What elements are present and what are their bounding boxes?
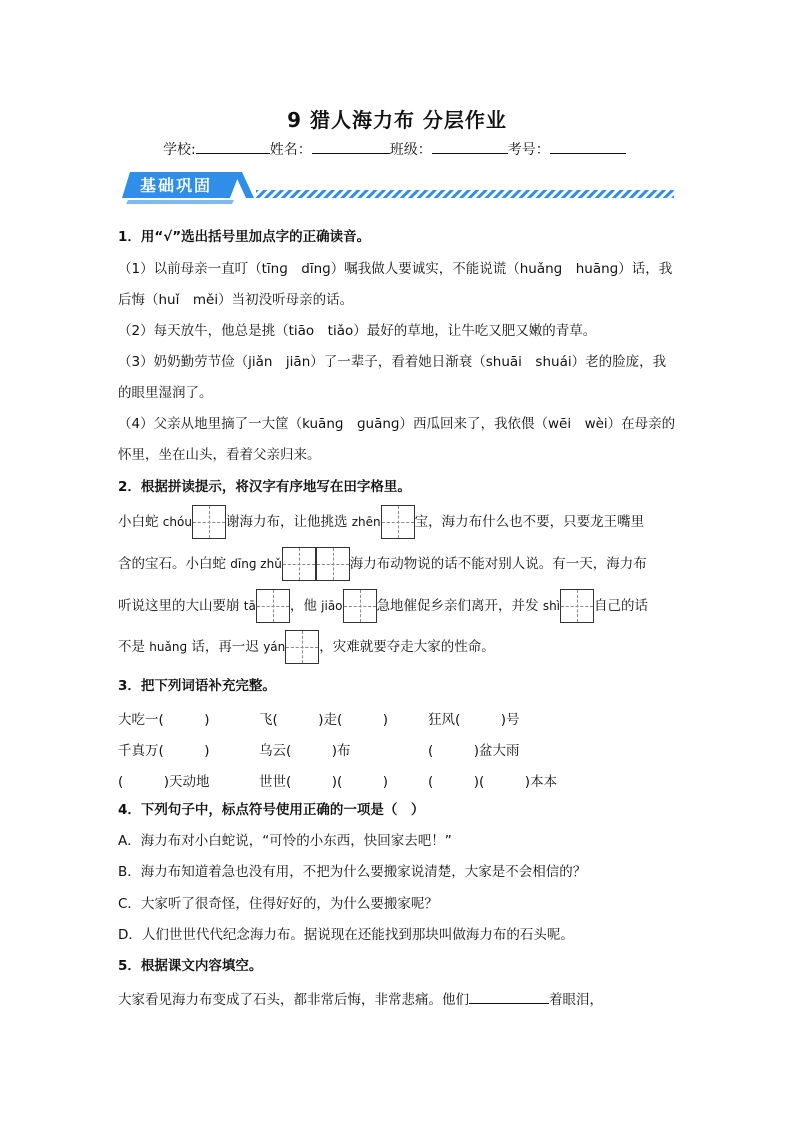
idiom-blank[interactable]: 飞( )走( ) (259, 712, 389, 728)
q1-line: （3）奶奶勤劳节俭（jiǎn jiān）了一辈子，看着她日渐衰（shuāi shuái）老的脸庞，我 (118, 354, 667, 370)
q1-line: 怀里，坐在山头，看着父亲归来。 (118, 447, 321, 463)
q5-text: 大家看见海力布变成了石头，都非常后悔，非常悲痛。他们 (118, 992, 469, 1008)
q2-row (118, 505, 644, 539)
idiom-blank[interactable]: 世世( )( ) (259, 774, 389, 790)
pinyin-hint: chóu (162, 515, 192, 529)
q2-row (118, 589, 648, 623)
tianzige-box[interactable] (343, 589, 377, 623)
q2-text: 话，再一迟 (191, 639, 259, 655)
id-field[interactable] (550, 138, 626, 154)
tianzige-box[interactable] (192, 505, 226, 539)
tianzige-box[interactable] (316, 547, 350, 581)
tianzige-box[interactable] (282, 547, 316, 581)
q5-line (118, 988, 603, 1009)
idiom-blank[interactable]: ( )天动地 (118, 774, 210, 790)
q4-option-a[interactable]: A．海力布对小白蛇说，“可怜的小东西，快回家去吧！” (118, 833, 452, 849)
q4-option-b[interactable]: B．海力布知道着急也没有用，不把为什么要搬家说清楚，大家是不会相信的？ (118, 864, 587, 880)
tianzige-box[interactable] (256, 589, 290, 623)
class-label: 班级： (389, 142, 432, 158)
q2-text: 含的宝石。小白蛇 (118, 556, 226, 572)
tianzige-box[interactable] (560, 589, 594, 623)
q2-text: 听说这里的大山要崩 (118, 598, 240, 614)
idiom-blank[interactable]: ( )( )本本 (428, 774, 558, 790)
q2-text: 小白蛇 (118, 514, 159, 530)
tianzige-box[interactable] (285, 630, 319, 664)
pinyin-hint: shì (542, 599, 561, 613)
q2-text: 海力布动物说的话不能对别人说。有一天，海力布 (349, 556, 647, 572)
q1-line: （2）每天放牛，他总是挑（tiāo tiǎo）最好的草地，让牛吃又肥又嫩的青草。 (118, 323, 597, 339)
q4-option-d[interactable]: D．人们世世代代纪念海力布。据说现在还能找到那块叫做海力布的石头呢。 (118, 927, 574, 943)
q1-line: 的眼里湿润了。 (118, 385, 213, 401)
student-info-row (163, 138, 626, 159)
q1-line: （4）父亲从地里摘了一大筐（kuānɡ ɡuānɡ）西瓜回来了，我依偎（wēi wèi）在母亲的 (118, 416, 676, 432)
q2-text: 自己的话 (594, 598, 649, 614)
q2-text: 不是 (118, 639, 145, 655)
pinyin-hint: huǎnɡ (149, 640, 188, 654)
idiom-blank[interactable]: 千真万( ) (118, 743, 210, 759)
pinyin-hint: dīnɡ zhǔ (230, 557, 282, 571)
q2-row (118, 547, 647, 581)
idiom-blank[interactable]: 狂风( )号 (428, 712, 520, 728)
idiom-blank[interactable]: 乌云( )布 (259, 743, 351, 759)
class-field[interactable] (432, 138, 508, 154)
tianzige-box[interactable] (381, 505, 415, 539)
q4-title: 4．下列句子中，标点符号使用正确的一项是（ ） (118, 802, 425, 818)
section-label: 基础巩固 (140, 176, 213, 195)
name-field[interactable] (312, 138, 390, 154)
q2-text: ，灾难就要夺走大家的性命。 (319, 639, 495, 655)
pinyin-hint: zhēn (351, 515, 381, 529)
q2-text: 急地催促乡亲们离开，并发 (376, 598, 539, 614)
q4-option-c[interactable]: C．大家听了很奇怪，住得好好的，为什么要搬家呢？ (118, 896, 438, 912)
id-label: 考号： (507, 142, 550, 158)
pinyin-hint: tā (243, 599, 256, 613)
q1-line: 后悔（huǐ měi）当初没听母亲的话。 (118, 292, 354, 308)
q1-line: （1）以前母亲一直叮（tīnɡ dīnɡ）嘱我做人要诚实，不能说谎（huǎnɡ huānɡ）话，我 (118, 261, 673, 277)
school-label: 学校: (163, 142, 196, 158)
pinyin-hint: jiāo (321, 599, 343, 613)
q5-text: 着眼泪， (549, 992, 603, 1008)
pinyin-hint: yán (263, 640, 286, 654)
answer-blank[interactable] (469, 988, 549, 1004)
q2-text: 谢海力布，让他挑选 (225, 514, 348, 530)
q2-text: 宝，海力布什么也不要，只要龙王嘴里 (414, 514, 645, 530)
q2-text: ，他 (289, 598, 317, 614)
idiom-blank[interactable]: ( )盆大雨 (428, 743, 520, 759)
q2-row (118, 630, 495, 664)
page-title: 9 猎人海力布 分层作业 (287, 108, 507, 132)
q1-title: 1．用“√”选出括号里加点字的正确读音。 (118, 229, 371, 245)
school-field[interactable] (196, 138, 270, 154)
q5-title: 5．根据课文内容填空。 (118, 958, 263, 974)
name-label: 姓名： (269, 142, 312, 158)
q2-title: 2．根据拼读提示，将汉字有序地写在田字格里。 (118, 479, 411, 495)
idiom-blank[interactable]: 大吃一( ) (118, 712, 210, 728)
q3-title: 3．把下列词语补充完整。 (118, 678, 276, 694)
